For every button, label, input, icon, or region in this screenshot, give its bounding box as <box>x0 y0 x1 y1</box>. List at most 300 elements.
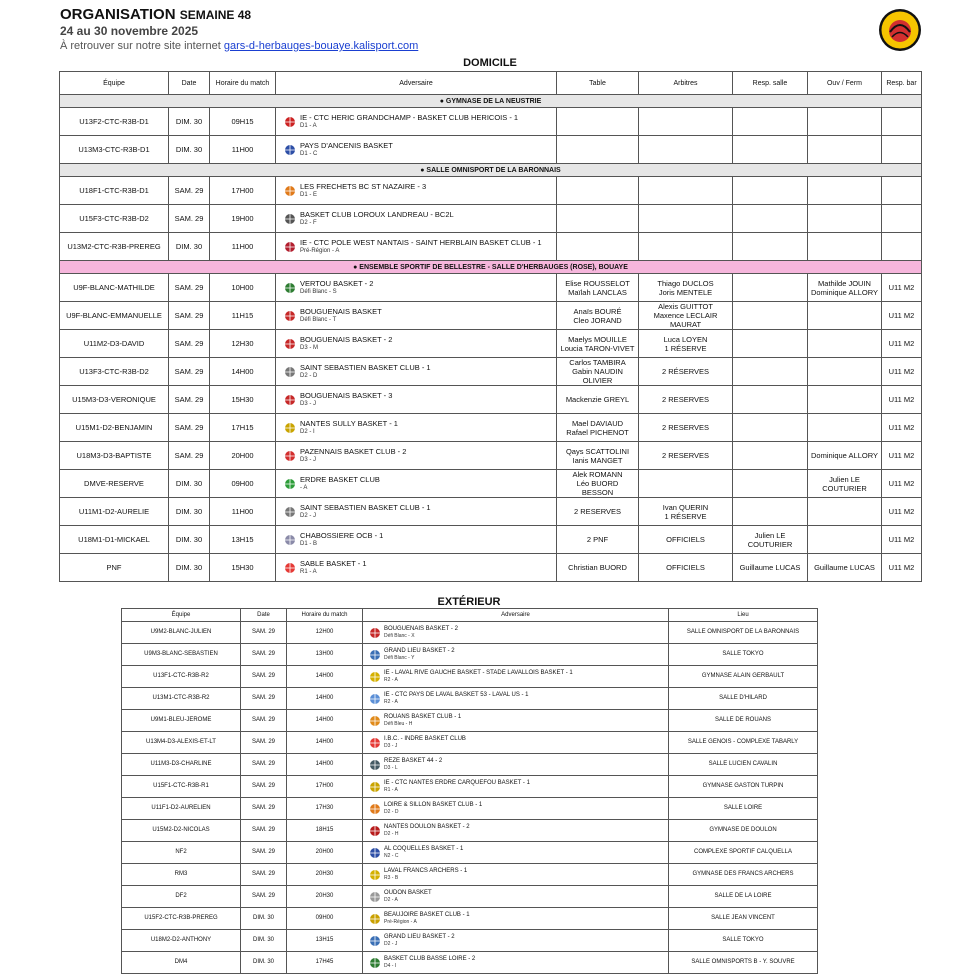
opponent-name: BOUGUENAIS BASKET - 2 <box>300 335 393 344</box>
opponent-text <box>300 419 553 436</box>
opponent-division: D3 - J <box>300 401 317 407</box>
time-cell: 17H30 <box>287 798 363 820</box>
date-cell: SAM. 29 <box>169 386 210 414</box>
date-cell: SAM. 29 <box>241 732 287 754</box>
site-text: À retrouver sur notre site internet <box>60 40 221 52</box>
opponent-cell <box>276 302 557 330</box>
table-cell <box>557 108 639 136</box>
opponent-name: SAINT SEBASTIEN BASKET CLUB - 1 <box>300 363 431 372</box>
opponent <box>280 113 553 130</box>
hall-manager-cell <box>733 358 808 386</box>
venue-cell: SALLE D'HILARD <box>669 688 818 710</box>
club-logo-icon <box>369 671 381 683</box>
team-cell: U11M2-D3-DAVID <box>60 330 169 358</box>
venue-cell: SALLE TOKYO <box>669 930 818 952</box>
club-logo-icon <box>284 185 296 197</box>
hall-manager-cell <box>733 498 808 526</box>
table-cell: Elise ROUSSELOT Maïlah LANCLAS <box>557 274 639 302</box>
opponent <box>366 736 665 749</box>
opponent-logo <box>280 394 300 406</box>
domicile-title: DOMICILE <box>463 57 517 69</box>
bar-cell: U11 M2 <box>882 274 922 302</box>
table-cell: Mackenzie GREYL <box>557 386 639 414</box>
venue-row <box>60 164 922 177</box>
opponent <box>280 475 553 492</box>
domicile-header-row <box>60 72 922 95</box>
venue-cell: GYMNASE ALAIN GERBAULT <box>669 666 818 688</box>
opponent-division: Défi Bleu - H <box>384 721 413 727</box>
date-cell: SAM. 29 <box>241 622 287 644</box>
opponent-text <box>300 503 553 520</box>
opponent-cell <box>363 732 669 754</box>
opponent-division: D1 - B <box>300 541 318 547</box>
page-header <box>60 6 418 53</box>
open-close-cell: Julien LE COUTURIER <box>808 470 882 498</box>
opponent-text <box>300 279 553 296</box>
opponent <box>280 182 553 199</box>
team-cell: U13F3-CTC-R3B-D2 <box>60 358 169 386</box>
opponent-division: R2 - A <box>384 699 398 705</box>
time-cell: 11H00 <box>210 233 276 261</box>
team-cell: PNF <box>60 554 169 582</box>
referees-cell <box>639 136 733 164</box>
club-logo-icon <box>369 803 381 815</box>
team-cell: U9M2-BLANC-JULIEN <box>122 622 241 644</box>
open-close-cell: Guillaume LUCAS <box>808 554 882 582</box>
opponent-text <box>300 141 553 158</box>
venue-cell: SALLE OMNISPORTS B - Y. SOUVRE <box>669 952 818 974</box>
club-logo-icon <box>369 869 381 881</box>
column-header: Table <box>557 72 639 95</box>
venue-row <box>60 261 922 274</box>
venue-cell: SALLE DE LA LOIRE <box>669 886 818 908</box>
referees-cell: 2 RESERVES <box>639 414 733 442</box>
opponent-text <box>300 559 553 576</box>
referees-cell <box>639 205 733 233</box>
bar-cell <box>882 233 922 261</box>
opponent-cell <box>363 688 669 710</box>
table-cell: Maelys MOUILLE Loucia TARON-VIVET <box>557 330 639 358</box>
bar-cell: U11 M2 <box>882 554 922 582</box>
opponent-division: D3 - L <box>384 765 398 771</box>
date-cell: SAM. 29 <box>241 644 287 666</box>
opponent <box>366 648 665 661</box>
opponent-logo <box>280 310 300 322</box>
referees-cell <box>639 470 733 498</box>
opponent-name: SAINT SEBASTIEN BASKET CLUB - 1 <box>300 503 431 512</box>
hall-manager-cell: Julien LE COUTURIER <box>733 526 808 554</box>
exterieur-header-row <box>122 609 818 622</box>
opponent-logo <box>280 116 300 128</box>
open-close-cell <box>808 498 882 526</box>
match-row <box>60 498 922 526</box>
match-row <box>122 710 818 732</box>
match-row <box>122 952 818 974</box>
opponent-division: Pré-Région - A <box>300 248 340 254</box>
club-logo-icon <box>369 957 381 969</box>
club-logo-icon <box>369 737 381 749</box>
hall-manager-cell <box>733 330 808 358</box>
opponent-cell <box>363 776 669 798</box>
date-cell: DIM. 30 <box>169 233 210 261</box>
match-row <box>60 330 922 358</box>
opponent-text <box>384 780 665 793</box>
opponent-name: PAZENNAIS BASKET CLUB - 2 <box>300 447 407 456</box>
table-cell: Anaïs BOURÉ Cleo JORAND <box>557 302 639 330</box>
opponent <box>280 335 553 352</box>
club-logo-icon <box>369 715 381 727</box>
opponent-cell <box>276 274 557 302</box>
date-cell: DIM. 30 <box>241 930 287 952</box>
column-header: Lieu <box>669 609 818 622</box>
match-row <box>60 136 922 164</box>
open-close-cell <box>808 108 882 136</box>
opponent-division: R1 - A <box>300 569 317 575</box>
opponent-logo <box>280 338 300 350</box>
opponent-name: OUDON BASKET <box>384 890 432 896</box>
bar-cell: U11 M2 <box>882 302 922 330</box>
hall-manager-cell <box>733 470 808 498</box>
time-cell: 09H15 <box>210 108 276 136</box>
team-cell: U15F1-CTC-R3B-R1 <box>122 776 241 798</box>
opponent-text <box>384 802 665 815</box>
column-header: Adversaire <box>363 609 669 622</box>
opponent-name: IE - CTC POLE WEST NANTAIS - SAINT HERBLAIN BASKET CLUB - 1 <box>300 238 542 247</box>
opponent-cell <box>363 622 669 644</box>
opponent-cell <box>363 864 669 886</box>
table-cell <box>557 233 639 261</box>
match-row <box>60 274 922 302</box>
opponent-division: D3 - J <box>300 457 317 463</box>
opponent-name: LAVAL FRANCS ARCHERS - 1 <box>384 868 468 874</box>
venue-name: ● GYMNASE DE LA NEUSTRIE <box>60 95 922 108</box>
team-cell: U9F-BLANC-EMMANUELLE <box>60 302 169 330</box>
venue-cell: GYMNASE GASTON TURPIN <box>669 776 818 798</box>
match-row <box>60 442 922 470</box>
time-cell: 17H00 <box>287 776 363 798</box>
time-cell: 11H00 <box>210 136 276 164</box>
club-logo-icon <box>369 935 381 947</box>
match-row <box>122 864 818 886</box>
team-cell: U9F-BLANC-MATHILDE <box>60 274 169 302</box>
opponent <box>280 419 553 436</box>
opponent <box>280 559 553 576</box>
venue-cell: GYMNASE DES FRANCS ARCHERS <box>669 864 818 886</box>
venue-cell: COMPLEXE SPORTIF CALQUELLA <box>669 842 818 864</box>
opponent-cell <box>276 498 557 526</box>
open-close-cell <box>808 414 882 442</box>
opponent-logo <box>366 847 384 859</box>
opponent-text <box>300 363 553 380</box>
opponent-text <box>384 912 665 925</box>
opponent-text <box>300 210 553 227</box>
open-close-cell <box>808 302 882 330</box>
venue-cell: SALLE OMNISPORT DE LA BARONNAIS <box>669 622 818 644</box>
opponent-division: Défi Blanc - T <box>300 317 337 323</box>
bar-cell <box>882 108 922 136</box>
time-cell: 20H30 <box>287 886 363 908</box>
opponent-division: D2 - F <box>300 220 317 226</box>
club-logo-icon <box>369 891 381 903</box>
opponent <box>280 238 553 255</box>
opponent-logo <box>280 478 300 490</box>
opponent <box>366 846 665 859</box>
opponent-cell <box>363 930 669 952</box>
column-header: Date <box>241 609 287 622</box>
match-row <box>122 886 818 908</box>
time-cell: 13H15 <box>210 526 276 554</box>
opponent-name: BASKET CLUB LOROUX LANDREAU - BC2L <box>300 210 454 219</box>
opponent <box>366 692 665 705</box>
match-row <box>122 622 818 644</box>
opponent-cell <box>276 233 557 261</box>
venue-cell: SALLE LUCIEN CAVALIN <box>669 754 818 776</box>
referees-cell: Luca LOYEN 1 RÉSERVE <box>639 330 733 358</box>
opponent-name: IE - CTC PAYS DE LAVAL BASKET 53 - LAVAL US - 1 <box>384 692 529 698</box>
opponent-text <box>384 934 665 947</box>
time-cell: 15H30 <box>210 386 276 414</box>
match-row <box>60 233 922 261</box>
date-cell: SAM. 29 <box>241 666 287 688</box>
referees-cell: OFFICIELS <box>639 554 733 582</box>
club-logo-icon <box>284 116 296 128</box>
date-cell: SAM. 29 <box>241 754 287 776</box>
match-row <box>60 470 922 498</box>
column-header: Horaire du match <box>287 609 363 622</box>
opponent-logo <box>366 803 384 815</box>
opponent-logo <box>366 693 384 705</box>
team-cell: DMVE-RESERVE <box>60 470 169 498</box>
opponent-logo <box>280 366 300 378</box>
open-close-cell <box>808 233 882 261</box>
exterieur-table <box>121 608 818 974</box>
date-cell: DIM. 30 <box>241 952 287 974</box>
team-cell: U13M1-CTC-R3B-R2 <box>122 688 241 710</box>
opponent-name: NANTES SULLY BASKET - 1 <box>300 419 398 428</box>
referees-cell: Alexis GUITTOT Maxence LECLAIR MAURAT <box>639 302 733 330</box>
hall-manager-cell <box>733 136 808 164</box>
column-header: Resp. salle <box>733 72 808 95</box>
time-cell: 19H00 <box>210 205 276 233</box>
opponent-cell <box>363 666 669 688</box>
opponent-text <box>300 238 553 255</box>
opponent-logo <box>366 759 384 771</box>
opponent-division: R3 - B <box>384 875 399 881</box>
column-header: Arbitres <box>639 72 733 95</box>
team-cell: DM4 <box>122 952 241 974</box>
venue-cell: SALLE LOIRE <box>669 798 818 820</box>
opponent <box>280 447 553 464</box>
opponent <box>366 868 665 881</box>
opponent-name: IE - CTC NANTES ERDRE CARQUEFOU BASKET - 1 <box>384 780 530 786</box>
site-link[interactable]: gars-d-herbauges-bouaye.kalisport.com <box>223 40 419 52</box>
bar-cell: U11 M2 <box>882 498 922 526</box>
referees-cell <box>639 108 733 136</box>
team-cell: U15F3-CTC-R3B-D2 <box>60 205 169 233</box>
bar-cell: U11 M2 <box>882 330 922 358</box>
time-cell: 11H00 <box>210 498 276 526</box>
match-row <box>122 930 818 952</box>
time-cell: 20H30 <box>287 864 363 886</box>
venue-cell: SALLE GENOIS - COMPLEXE TABARLY <box>669 732 818 754</box>
opponent-cell <box>276 177 557 205</box>
opponent-name: CHABOSSIERE OCB - 1 <box>300 531 384 540</box>
match-row <box>60 554 922 582</box>
opponent-name: REZE BASKET 44 - 2 <box>384 758 443 764</box>
opponent-text <box>384 846 665 859</box>
club-logo-icon <box>284 422 296 434</box>
club-logo <box>878 8 922 52</box>
team-cell: U18M3-D3-BAPTISTE <box>60 442 169 470</box>
opponent-cell <box>276 358 557 386</box>
club-logo-icon <box>284 534 296 546</box>
hall-manager-cell <box>733 205 808 233</box>
match-row <box>60 177 922 205</box>
opponent-division: N2 - C <box>384 853 399 859</box>
column-header: Adversaire <box>276 72 557 95</box>
time-cell: 15H30 <box>210 554 276 582</box>
opponent-cell <box>276 470 557 498</box>
column-header: Horaire du match <box>210 72 276 95</box>
opponent-logo <box>280 213 300 225</box>
opponent-name: BEAUJOIRE BASKET CLUB - 1 <box>384 912 470 918</box>
opponent-name: BOUGUENAIS BASKET - 3 <box>300 391 393 400</box>
match-row <box>122 798 818 820</box>
opponent-logo <box>366 781 384 793</box>
opponent-division: R1 - A <box>384 787 398 793</box>
opponent-name: BOUGUENAIS BASKET <box>300 307 382 316</box>
opponent-division: D3 - M <box>300 345 318 351</box>
opponent-division: R2 - A <box>384 677 398 683</box>
opponent-cell <box>363 952 669 974</box>
referees-cell: OFFICIELS <box>639 526 733 554</box>
opponent-cell <box>276 386 557 414</box>
opponent-logo <box>366 957 384 969</box>
opponent-cell <box>276 526 557 554</box>
date-cell: SAM. 29 <box>169 177 210 205</box>
team-cell: U15F2-CTC-R3B-PREREG <box>122 908 241 930</box>
venue-name: ● SALLE OMNISPORT DE LA BARONNAIS <box>60 164 922 177</box>
opponent <box>366 934 665 947</box>
time-cell: 09H00 <box>287 908 363 930</box>
club-logo-icon <box>369 693 381 705</box>
date-cell: SAM. 29 <box>241 710 287 732</box>
match-row <box>122 776 818 798</box>
venue-cell: SALLE TOKYO <box>669 644 818 666</box>
opponent <box>366 758 665 771</box>
date-cell: SAM. 29 <box>169 358 210 386</box>
time-cell: 14H00 <box>210 358 276 386</box>
opponent-division: D2 - D <box>384 809 399 815</box>
match-row <box>60 358 922 386</box>
match-row <box>60 108 922 136</box>
opponent-text <box>384 626 665 639</box>
bar-cell: U11 M2 <box>882 414 922 442</box>
date-cell: SAM. 29 <box>241 864 287 886</box>
time-cell: 20H00 <box>287 842 363 864</box>
team-cell: U13F1-CTC-R3B-R2 <box>122 666 241 688</box>
club-logo-icon <box>284 282 296 294</box>
opponent-text <box>384 956 665 969</box>
team-cell: U13F2-CTC-R3B-D1 <box>60 108 169 136</box>
opponent-division: D2 - J <box>300 513 317 519</box>
bar-cell: U11 M2 <box>882 386 922 414</box>
opponent-text <box>384 714 665 727</box>
opponent-cell <box>276 108 557 136</box>
team-cell: U18F1-CTC-R3B-D1 <box>60 177 169 205</box>
date-cell: DIM. 30 <box>169 498 210 526</box>
bar-cell: U11 M2 <box>882 526 922 554</box>
date-cell: SAM. 29 <box>241 688 287 710</box>
team-cell: U11M1-D2-AURELIE <box>60 498 169 526</box>
opponent-text <box>300 475 553 492</box>
opponent-text <box>300 182 553 199</box>
domicile-table <box>59 71 922 582</box>
venue-name: ● ENSEMBLE SPORTIF DE BELLESTRE - SALLE D'HERBAUGES (ROSE), BOUAYE <box>60 261 922 274</box>
team-cell: U13M2-CTC-R3B-PREREG <box>60 233 169 261</box>
date-cell: SAM. 29 <box>241 798 287 820</box>
time-cell: 14H00 <box>287 732 363 754</box>
date-cell: SAM. 29 <box>169 205 210 233</box>
time-cell: 11H15 <box>210 302 276 330</box>
opponent-text <box>384 758 665 771</box>
match-row <box>60 414 922 442</box>
bar-cell <box>882 177 922 205</box>
exterieur-title: EXTÉRIEUR <box>437 596 501 608</box>
club-logo-icon <box>284 366 296 378</box>
club-logo-icon <box>369 825 381 837</box>
opponent <box>366 956 665 969</box>
opponent-cell <box>276 330 557 358</box>
table-cell: 2 PNF <box>557 526 639 554</box>
opponent-division: Pré-Région - A <box>384 919 417 925</box>
time-cell: 17H45 <box>287 952 363 974</box>
time-cell: 09H00 <box>210 470 276 498</box>
opponent-name: I.B.C. - INDRE BASKET CLUB <box>384 736 466 742</box>
referees-cell: Ivan QUERIN 1 RÉSERVE <box>639 498 733 526</box>
opponent-name: ERDRE BASKET CLUB <box>300 475 380 484</box>
opponent-text <box>384 824 665 837</box>
opponent-logo <box>280 450 300 462</box>
opponent <box>366 802 665 815</box>
opponent <box>280 307 553 324</box>
date-cell: SAM. 29 <box>169 330 210 358</box>
opponent-division: D2 - H <box>384 831 399 837</box>
open-close-cell <box>808 136 882 164</box>
open-close-cell <box>808 386 882 414</box>
table-cell: Carlos TAMBIRA Gabin NAUDIN OLIVIER <box>557 358 639 386</box>
club-logo-icon <box>284 338 296 350</box>
opponent-logo <box>280 506 300 518</box>
opponent-cell <box>363 754 669 776</box>
opponent <box>366 890 665 903</box>
opponent <box>280 210 553 227</box>
date-cell: SAM. 29 <box>169 414 210 442</box>
opponent-cell <box>276 554 557 582</box>
opponent-cell <box>363 908 669 930</box>
time-cell: 12H00 <box>287 622 363 644</box>
time-cell: 20H00 <box>210 442 276 470</box>
table-cell: Alek ROMANN Léo BUORD BESSON <box>557 470 639 498</box>
referees-cell: 2 RESERVES <box>639 386 733 414</box>
club-logo-icon <box>284 241 296 253</box>
table-cell: 2 RESERVES <box>557 498 639 526</box>
opponent-logo <box>366 913 384 925</box>
opponent-cell <box>276 205 557 233</box>
column-header: Équipe <box>60 72 169 95</box>
table-cell: Mael DAVIAUD Rafael PICHENOT <box>557 414 639 442</box>
opponent-division: D2 - I <box>300 429 315 435</box>
